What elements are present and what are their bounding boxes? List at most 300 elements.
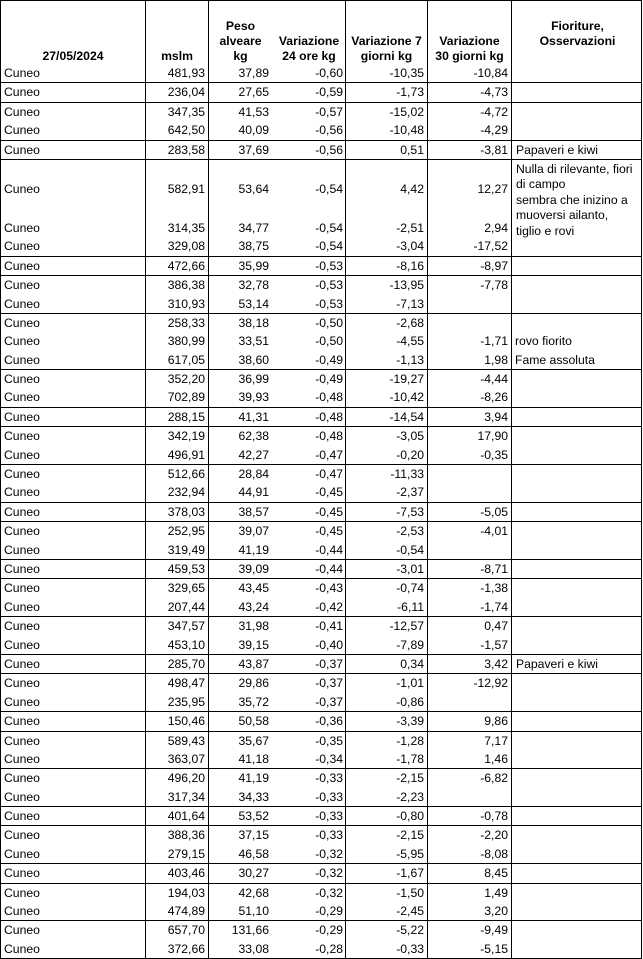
var24-cell[interactable]: -0,48: [315, 409, 343, 424]
location-cell[interactable]: Cuneo: [4, 904, 40, 919]
header-var24[interactable]: [272, 1, 346, 64]
var7-cell[interactable]: -19,27: [389, 372, 424, 387]
note-cell[interactable]: [512, 427, 643, 445]
altitude-cell[interactable]: 498,47: [167, 676, 205, 691]
altitude-cell[interactable]: 642,50: [167, 123, 205, 138]
altitude-cell[interactable]: 252,95: [167, 524, 205, 539]
var7-cell[interactable]: -12,57: [389, 619, 424, 634]
var7-cell[interactable]: -0,20: [396, 447, 424, 462]
var7-cell[interactable]: -2,15: [396, 771, 424, 786]
weight-cell[interactable]: 41,18: [238, 751, 269, 766]
location-cell[interactable]: Cuneo: [4, 447, 40, 462]
var30-cell[interactable]: -5,05: [480, 504, 508, 519]
weight-cell[interactable]: 43,87: [238, 656, 269, 671]
var24-cell[interactable]: -0,53: [315, 258, 343, 273]
altitude-cell[interactable]: 589,43: [167, 733, 205, 748]
var24-cell[interactable]: -0,53: [315, 278, 343, 293]
altitude-cell[interactable]: 378,03: [167, 504, 205, 519]
location-cell[interactable]: Cuneo: [4, 866, 40, 881]
var7-cell[interactable]: -11,33: [390, 467, 424, 482]
location-cell[interactable]: Cuneo: [4, 409, 40, 424]
var30-cell[interactable]: 8,45: [484, 866, 508, 881]
altitude-cell[interactable]: 314,35: [167, 220, 205, 235]
header-notes[interactable]: [512, 1, 643, 64]
var7-cell[interactable]: -1,73: [396, 85, 424, 100]
var30-cell[interactable]: -7,78: [480, 278, 508, 293]
altitude-cell[interactable]: 388,36: [167, 828, 205, 843]
var24-cell[interactable]: -0,33: [315, 809, 343, 824]
var30-cell[interactable]: -8,26: [480, 390, 508, 405]
altitude-cell[interactable]: 207,44: [167, 599, 205, 614]
var30-cell[interactable]: -5,15: [480, 941, 508, 956]
weight-cell[interactable]: 35,99: [238, 258, 269, 273]
var24-cell[interactable]: -0,57: [315, 104, 343, 119]
var30-cell[interactable]: -4,01: [480, 524, 508, 539]
var7-cell[interactable]: -1,13: [396, 352, 424, 367]
var7-cell[interactable]: -2,37: [396, 485, 424, 500]
var24-cell[interactable]: -0,32: [315, 866, 343, 881]
altitude-cell[interactable]: 317,34: [167, 789, 205, 804]
weight-cell[interactable]: 37,15: [238, 828, 269, 843]
location-cell[interactable]: Cuneo: [4, 258, 40, 273]
var7-cell[interactable]: 4,42: [400, 181, 424, 196]
weight-cell[interactable]: 35,72: [238, 694, 269, 709]
var30-cell[interactable]: -0,35: [480, 447, 508, 462]
var30-cell[interactable]: -1,71: [480, 334, 508, 349]
var7-cell[interactable]: -1,01: [396, 676, 424, 691]
altitude-cell[interactable]: 380,99: [167, 334, 205, 349]
weight-cell[interactable]: 33,51: [238, 334, 269, 349]
weight-cell[interactable]: 38,75: [238, 239, 269, 254]
var7-cell[interactable]: -2,23: [396, 789, 424, 804]
location-cell[interactable]: Cuneo: [4, 66, 40, 80]
var7-cell[interactable]: -4,55: [396, 334, 424, 349]
var24-cell[interactable]: -0,35: [315, 733, 343, 748]
altitude-cell[interactable]: 194,03: [167, 885, 205, 900]
var7-cell[interactable]: -3,04: [396, 239, 424, 254]
location-cell[interactable]: Cuneo: [4, 181, 40, 196]
location-cell[interactable]: Cuneo: [4, 789, 40, 804]
weight-cell[interactable]: 41,31: [238, 409, 269, 424]
var24-cell[interactable]: -0,56: [315, 123, 343, 138]
location-cell[interactable]: Cuneo: [4, 123, 40, 138]
note-cell[interactable]: rovo fiorito: [515, 334, 572, 349]
var30-cell[interactable]: 12,27: [477, 181, 508, 196]
location-cell[interactable]: Cuneo: [4, 694, 40, 709]
weight-cell[interactable]: 41,19: [238, 542, 269, 557]
altitude-cell[interactable]: 236,04: [167, 85, 205, 100]
weight-cell[interactable]: 51,10: [238, 904, 269, 919]
var7-cell[interactable]: -1,67: [396, 866, 424, 881]
var30-cell[interactable]: 3,42: [484, 656, 508, 671]
var24-cell[interactable]: -0,54: [315, 181, 343, 196]
note-cell[interactable]: [512, 921, 643, 939]
var24-cell[interactable]: -0,59: [315, 85, 343, 100]
var24-cell[interactable]: -0,33: [315, 789, 343, 804]
location-cell[interactable]: Cuneo: [4, 524, 40, 539]
location-cell[interactable]: Cuneo: [4, 599, 40, 614]
var30-cell[interactable]: -0,78: [480, 809, 508, 824]
var7-cell[interactable]: -6,11: [397, 599, 424, 614]
weight-cell[interactable]: 36,99: [238, 372, 269, 387]
var7-cell[interactable]: 0,34: [400, 656, 424, 671]
location-cell[interactable]: Cuneo: [4, 733, 40, 748]
var24-cell[interactable]: -0,44: [315, 561, 343, 576]
weight-cell[interactable]: 53,52: [238, 809, 269, 824]
var7-cell[interactable]: -2,51: [396, 220, 424, 235]
var24-cell[interactable]: -0,29: [315, 923, 343, 938]
location-cell[interactable]: Cuneo: [4, 923, 40, 938]
note-cell[interactable]: [512, 408, 643, 426]
location-cell[interactable]: Cuneo: [4, 504, 40, 519]
note-cell[interactable]: [512, 64, 643, 82]
var7-cell[interactable]: -1,28: [396, 733, 424, 748]
location-cell[interactable]: Cuneo: [4, 809, 40, 824]
note-cell[interactable]: [512, 864, 643, 882]
var24-cell[interactable]: -0,53: [315, 296, 343, 311]
weight-cell[interactable]: 41,19: [238, 771, 269, 786]
var24-cell[interactable]: -0,42: [315, 599, 343, 614]
location-cell[interactable]: Cuneo: [4, 846, 40, 861]
altitude-cell[interactable]: 702,89: [167, 390, 205, 405]
location-cell[interactable]: Cuneo: [4, 885, 40, 900]
var24-cell[interactable]: -0,29: [315, 904, 343, 919]
var7-cell[interactable]: -14,54: [389, 409, 424, 424]
var30-cell[interactable]: [428, 465, 511, 483]
altitude-cell[interactable]: 329,65: [167, 581, 205, 596]
header-mslm[interactable]: [146, 1, 208, 64]
var30-cell[interactable]: -12,92: [473, 676, 508, 691]
weight-cell[interactable]: 50,58: [238, 714, 269, 729]
var30-cell[interactable]: -4,44: [480, 372, 508, 387]
altitude-cell[interactable]: 582,91: [167, 181, 205, 196]
var30-cell[interactable]: 2,94: [484, 220, 508, 235]
location-cell[interactable]: Cuneo: [4, 142, 40, 157]
note-cell[interactable]: [512, 522, 643, 540]
var30-cell[interactable]: -1,57: [480, 637, 508, 652]
note-cell[interactable]: [512, 503, 643, 521]
var30-cell[interactable]: -8,97: [480, 258, 508, 273]
location-cell[interactable]: Cuneo: [4, 467, 40, 482]
note-cell[interactable]: [512, 674, 643, 692]
note-cell[interactable]: Fame assoluta: [515, 352, 595, 367]
var30-cell[interactable]: [428, 295, 511, 313]
var30-cell[interactable]: -4,72: [480, 104, 508, 119]
location-cell[interactable]: Cuneo: [4, 390, 40, 405]
note-cell[interactable]: [512, 370, 643, 388]
var24-cell[interactable]: -0,45: [315, 485, 343, 500]
var30-cell[interactable]: 0,47: [484, 619, 508, 634]
var30-cell[interactable]: -1,74: [480, 599, 508, 614]
var30-cell[interactable]: -8,71: [480, 561, 508, 576]
location-cell[interactable]: Cuneo: [4, 656, 40, 671]
header-peso[interactable]: [209, 1, 272, 64]
location-cell[interactable]: Cuneo: [4, 714, 40, 729]
var30-cell[interactable]: -4,73: [480, 85, 508, 100]
altitude-cell[interactable]: 372,66: [167, 941, 205, 956]
location-cell[interactable]: Cuneo: [4, 352, 40, 367]
location-cell[interactable]: Cuneo: [4, 372, 40, 387]
var30-cell[interactable]: -6,82: [480, 771, 508, 786]
var7-cell[interactable]: -2,15: [396, 828, 424, 843]
weight-cell[interactable]: 38,60: [238, 352, 269, 367]
var30-cell[interactable]: -10,84: [473, 66, 508, 80]
weight-cell[interactable]: 28,84: [238, 467, 269, 482]
weight-cell[interactable]: 40,09: [238, 123, 269, 138]
var30-cell[interactable]: [428, 483, 511, 501]
var7-cell[interactable]: -7,89: [396, 637, 424, 652]
var30-cell[interactable]: -3,81: [480, 142, 508, 157]
var24-cell[interactable]: -0,48: [315, 390, 343, 405]
altitude-cell[interactable]: 329,08: [167, 239, 205, 254]
altitude-cell[interactable]: 657,70: [167, 923, 205, 938]
location-cell[interactable]: Cuneo: [4, 581, 40, 596]
var24-cell[interactable]: -0,36: [315, 714, 343, 729]
note-cell[interactable]: [512, 465, 643, 483]
altitude-cell[interactable]: 352,20: [167, 372, 205, 387]
weight-cell[interactable]: 42,27: [238, 447, 269, 462]
var24-cell[interactable]: -0,43: [315, 581, 343, 596]
var30-cell[interactable]: 17,90: [477, 429, 508, 444]
note-cell[interactable]: Papaveri e kiwi: [516, 656, 598, 671]
weight-cell[interactable]: 35,67: [238, 733, 269, 748]
var30-cell[interactable]: [428, 788, 511, 806]
var24-cell[interactable]: -0,45: [315, 504, 343, 519]
weight-cell[interactable]: 38,18: [238, 315, 269, 330]
location-cell[interactable]: Cuneo: [4, 637, 40, 652]
altitude-cell[interactable]: 481,93: [167, 66, 205, 80]
location-cell[interactable]: Cuneo: [4, 828, 40, 843]
location-cell[interactable]: Cuneo: [4, 315, 40, 330]
altitude-cell[interactable]: 459,53: [167, 561, 205, 576]
var7-cell[interactable]: -13,95: [389, 278, 424, 293]
weight-cell[interactable]: 39,93: [238, 390, 269, 405]
var30-cell[interactable]: 9,86: [484, 714, 508, 729]
header-var30[interactable]: [428, 1, 511, 64]
note-cell[interactable]: [512, 769, 643, 787]
var24-cell[interactable]: -0,50: [315, 334, 343, 349]
altitude-cell[interactable]: 363,07: [167, 751, 205, 766]
altitude-cell[interactable]: 342,19: [167, 429, 205, 444]
weight-cell[interactable]: 62,38: [238, 429, 269, 444]
var30-cell[interactable]: 1,98: [484, 352, 508, 367]
note-cell[interactable]: [512, 712, 643, 730]
var7-cell[interactable]: -0,33: [396, 941, 424, 956]
var7-cell[interactable]: -2,53: [396, 524, 424, 539]
var7-cell[interactable]: 0,51: [400, 142, 424, 157]
altitude-cell[interactable]: 347,57: [167, 619, 205, 634]
location-cell[interactable]: Cuneo: [4, 296, 40, 311]
var24-cell[interactable]: -0,54: [315, 239, 343, 254]
weight-cell[interactable]: 37,69: [238, 142, 269, 157]
var24-cell[interactable]: -0,54: [315, 220, 343, 235]
note-cell[interactable]: [512, 314, 643, 332]
altitude-cell[interactable]: 403,46: [167, 866, 205, 881]
var7-cell[interactable]: -8,16: [396, 258, 424, 273]
var7-cell[interactable]: -1,50: [396, 885, 424, 900]
altitude-cell[interactable]: 474,89: [167, 904, 205, 919]
note-cell[interactable]: [512, 257, 643, 275]
var30-cell[interactable]: -17,52: [473, 239, 508, 254]
altitude-cell[interactable]: 496,91: [167, 447, 205, 462]
weight-cell[interactable]: 41,53: [238, 104, 269, 119]
var7-cell[interactable]: -7,53: [396, 504, 424, 519]
var24-cell[interactable]: -0,47: [315, 447, 343, 462]
var7-cell[interactable]: -2,68: [396, 315, 424, 330]
note-cell[interactable]: [512, 276, 643, 294]
var24-cell[interactable]: -0,45: [315, 524, 343, 539]
location-cell[interactable]: Cuneo: [4, 429, 40, 444]
var24-cell[interactable]: -0,49: [315, 372, 343, 387]
var24-cell[interactable]: -0,40: [315, 637, 343, 652]
var7-cell[interactable]: -0,80: [396, 809, 424, 824]
location-cell[interactable]: Cuneo: [4, 104, 40, 119]
location-cell[interactable]: Cuneo: [4, 542, 40, 557]
var30-cell[interactable]: -9,49: [480, 923, 508, 938]
var30-cell[interactable]: 3,20: [484, 904, 508, 919]
header-var7[interactable]: [346, 1, 427, 64]
location-cell[interactable]: Cuneo: [4, 278, 40, 293]
altitude-cell[interactable]: 347,35: [167, 104, 205, 119]
location-cell[interactable]: Cuneo: [4, 220, 40, 235]
weight-cell[interactable]: 131,66: [231, 923, 269, 938]
var24-cell[interactable]: -0,37: [315, 694, 343, 709]
note-cell[interactable]: [512, 103, 643, 121]
weight-cell[interactable]: 34,33: [238, 789, 269, 804]
weight-cell[interactable]: 30,27: [238, 866, 269, 881]
var7-cell[interactable]: -0,86: [396, 694, 424, 709]
var24-cell[interactable]: -0,50: [315, 315, 343, 330]
note-cell[interactable]: [512, 807, 643, 825]
location-cell[interactable]: Cuneo: [4, 619, 40, 634]
altitude-cell[interactable]: 617,05: [167, 352, 205, 367]
altitude-cell[interactable]: 386,38: [167, 278, 205, 293]
var30-cell[interactable]: 3,94: [484, 409, 508, 424]
var24-cell[interactable]: -0,32: [315, 846, 343, 861]
var7-cell[interactable]: -3,05: [396, 429, 424, 444]
weight-cell[interactable]: 43,45: [238, 581, 269, 596]
altitude-cell[interactable]: 496,20: [167, 771, 205, 786]
var24-cell[interactable]: -0,44: [315, 542, 343, 557]
location-cell[interactable]: Cuneo: [4, 485, 40, 500]
var30-cell[interactable]: 1,46: [484, 751, 508, 766]
note-cell[interactable]: [512, 884, 643, 902]
weight-cell[interactable]: 39,09: [238, 561, 269, 576]
var7-cell[interactable]: -10,35: [389, 66, 424, 80]
note-cell[interactable]: [512, 83, 643, 101]
var24-cell[interactable]: -0,48: [315, 429, 343, 444]
altitude-cell[interactable]: 472,66: [167, 258, 205, 273]
var24-cell[interactable]: -0,37: [315, 656, 343, 671]
location-cell[interactable]: Cuneo: [4, 751, 40, 766]
var7-cell[interactable]: -3,39: [396, 714, 424, 729]
altitude-cell[interactable]: 453,10: [167, 637, 205, 652]
weight-cell[interactable]: 34,77: [238, 220, 269, 235]
altitude-cell[interactable]: 319,49: [167, 542, 205, 557]
weight-cell[interactable]: 29,86: [238, 676, 269, 691]
var24-cell[interactable]: -0,60: [315, 66, 343, 80]
weight-cell[interactable]: 46,58: [238, 846, 269, 861]
note-cell[interactable]: [512, 826, 643, 844]
var24-cell[interactable]: -0,33: [315, 828, 343, 843]
var24-cell[interactable]: -0,41: [315, 619, 343, 634]
altitude-cell[interactable]: 310,93: [167, 296, 205, 311]
var7-cell[interactable]: -10,48: [389, 123, 424, 138]
var7-cell[interactable]: -1,78: [396, 751, 424, 766]
note-cell[interactable]: [512, 560, 643, 578]
altitude-cell[interactable]: 512,66: [167, 467, 205, 482]
altitude-cell[interactable]: 401,64: [167, 809, 205, 824]
location-cell[interactable]: Cuneo: [4, 771, 40, 786]
location-cell[interactable]: Cuneo: [4, 676, 40, 691]
location-cell[interactable]: Cuneo: [4, 85, 40, 100]
altitude-cell[interactable]: 283,58: [167, 142, 205, 157]
weight-cell[interactable]: 33,08: [238, 941, 269, 956]
var30-cell[interactable]: -2,20: [480, 828, 508, 843]
var7-cell[interactable]: -10,42: [389, 390, 424, 405]
var7-cell[interactable]: -0,74: [396, 581, 424, 596]
var30-cell[interactable]: -4,29: [480, 123, 508, 138]
var7-cell[interactable]: -3,01: [396, 561, 424, 576]
note-cell[interactable]: [512, 579, 643, 597]
location-cell[interactable]: Cuneo: [4, 239, 40, 254]
weight-cell[interactable]: 31,98: [238, 619, 269, 634]
var7-cell[interactable]: -5,95: [396, 846, 424, 861]
weight-cell[interactable]: 27,65: [238, 85, 269, 100]
var7-cell[interactable]: -15,02: [389, 104, 424, 119]
var7-cell[interactable]: -0,54: [396, 542, 424, 557]
var30-cell[interactable]: -1,38: [480, 581, 508, 596]
var30-cell[interactable]: [428, 314, 511, 332]
altitude-cell[interactable]: 150,46: [167, 714, 205, 729]
var24-cell[interactable]: -0,49: [315, 352, 343, 367]
header-date[interactable]: [1, 1, 145, 64]
weight-cell[interactable]: 32,78: [238, 278, 269, 293]
var30-cell[interactable]: 7,17: [484, 733, 508, 748]
weight-cell[interactable]: 53,14: [238, 296, 269, 311]
note-cell[interactable]: [512, 160, 643, 240]
location-cell[interactable]: Cuneo: [4, 561, 40, 576]
var30-cell[interactable]: -8,08: [480, 846, 508, 861]
weight-cell[interactable]: 43,24: [238, 599, 269, 614]
weight-cell[interactable]: 42,68: [238, 885, 269, 900]
var24-cell[interactable]: -0,34: [315, 751, 343, 766]
altitude-cell[interactable]: 232,94: [167, 485, 205, 500]
altitude-cell[interactable]: 279,15: [167, 846, 205, 861]
altitude-cell[interactable]: 285,70: [167, 656, 205, 671]
weight-cell[interactable]: 44,91: [238, 485, 269, 500]
weight-cell[interactable]: 37,89: [238, 66, 269, 80]
note-cell[interactable]: [512, 732, 643, 750]
var7-cell[interactable]: -2,45: [396, 904, 424, 919]
var30-cell[interactable]: 1,49: [484, 885, 508, 900]
altitude-cell[interactable]: 288,15: [167, 409, 205, 424]
var30-cell[interactable]: [428, 541, 511, 559]
altitude-cell[interactable]: 235,95: [167, 694, 205, 709]
weight-cell[interactable]: 39,15: [238, 637, 269, 652]
weight-cell[interactable]: 38,57: [238, 504, 269, 519]
altitude-cell[interactable]: 258,33: [167, 315, 205, 330]
location-cell[interactable]: Cuneo: [4, 941, 40, 956]
var24-cell[interactable]: -0,47: [315, 467, 343, 482]
var24-cell[interactable]: -0,28: [315, 941, 343, 956]
var24-cell[interactable]: -0,37: [315, 676, 343, 691]
var7-cell[interactable]: -7,13: [396, 296, 424, 311]
var7-cell[interactable]: -5,22: [396, 923, 424, 938]
var24-cell[interactable]: -0,56: [315, 142, 343, 157]
note-cell[interactable]: Papaveri e kiwi: [516, 142, 598, 157]
location-cell[interactable]: Cuneo: [4, 334, 40, 349]
